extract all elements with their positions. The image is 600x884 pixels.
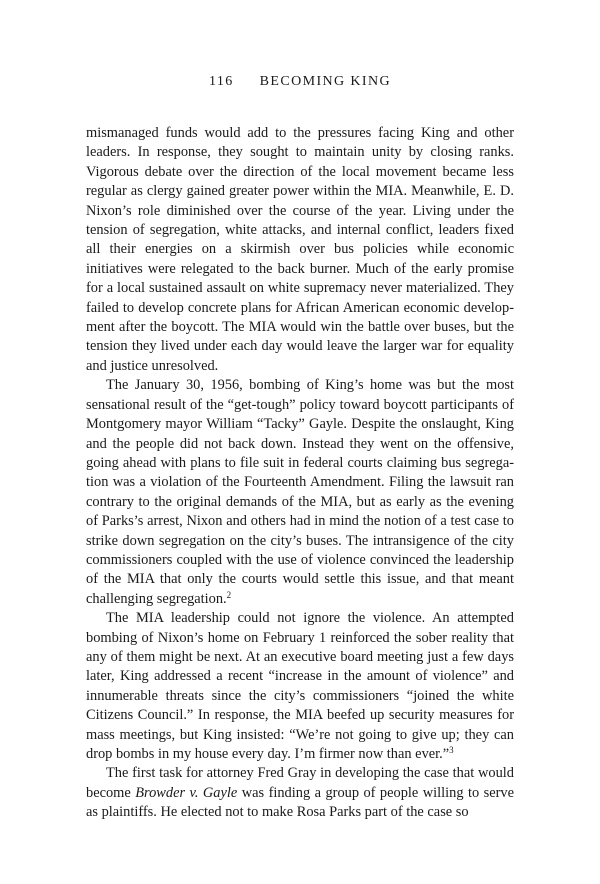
running-head [0,74,600,90]
paragraph-1-text: mismanaged funds would add to the pressures facing King and other leaders. In response, they sought to maintain unity by closing ranks. Vigorous debate over the direction of the local movement became less regular as clergy gained greater power within the MIA. Meanwhile, E. D. Nixon’s role diminished over the course of the year. Living under the tension of segregation, white attacks, and internal conflict, leaders fixed all their energies on a skirmish over bus policies while economic initiatives were relegated to the back burner. Much of the early promise for a local sustained assault on white supremacy never materialized. They failed to develop concrete plans for African American economic development after the boycott. The MIA would win the battle over buses, but the tension they lived under each day would leave the larger war for equality and justice unresolved. [86,125,514,374]
footnote-ref-3: 3 [449,745,454,755]
body-text [86,124,514,823]
paragraph-1 [86,124,514,376]
page-number: 116 [208,74,234,89]
paragraph-2-text: The January 30, 1956, bombing of King’s home was but the most sensational result of the “get-tough” policy toward boycott participants of Montgomery mayor William “Tacky” Gayle. Despite the onslaught, King and the people did not back down. Instead they went on the offensive, going ahead with plans to file suit in federal courts claiming bus segregation was a violation of the Fourteenth Amendment. Filing the lawsuit ran contrary to the original demands of the MIA, but as early as the evening of Parks’s arrest, Nixon and others had in mind the notion of a test case to strike down segregation on the city’s buses. The intransigence of the city commissioners coupled with the use of violence convinced the leadership of the MIA that only the courts would settle this issue, and that meant challenging segregation. [86,377,514,607]
paragraph-4-text-end: was finding a group of people willing to serve as plaintiffs. He elected not to make Rosa Parks part of the case so [86,784,515,821]
running-title: BECOMING KING [259,74,392,89]
paragraph-4 [86,764,514,822]
paragraph-2 [86,376,514,609]
case-name: Browder v. Gayle [135,784,238,801]
paragraph-3 [86,609,514,764]
footnote-ref-2: 2 [226,589,232,600]
paragraph-4-text-start: The first task for attorney Fred Gray in developing the case that would become [86,765,514,801]
paragraph-3-text: The MIA leadership could not ignore the violence. An attempted bombing of Nixon’s home on February 1 reinforced the sober reality that any of them might be next. At an executive board meeting just a few days later, King addressed a recent “increase in the amount of violence” and innumerable threats since the city’s commissioners “joined the white Citizens Council.” In response, the MIA beefed up security measures for mass meetings, but King insisted: “We’re not going to give up; they can drop bombs in my house every day. I’m firmer now than ever.” [86,610,514,762]
